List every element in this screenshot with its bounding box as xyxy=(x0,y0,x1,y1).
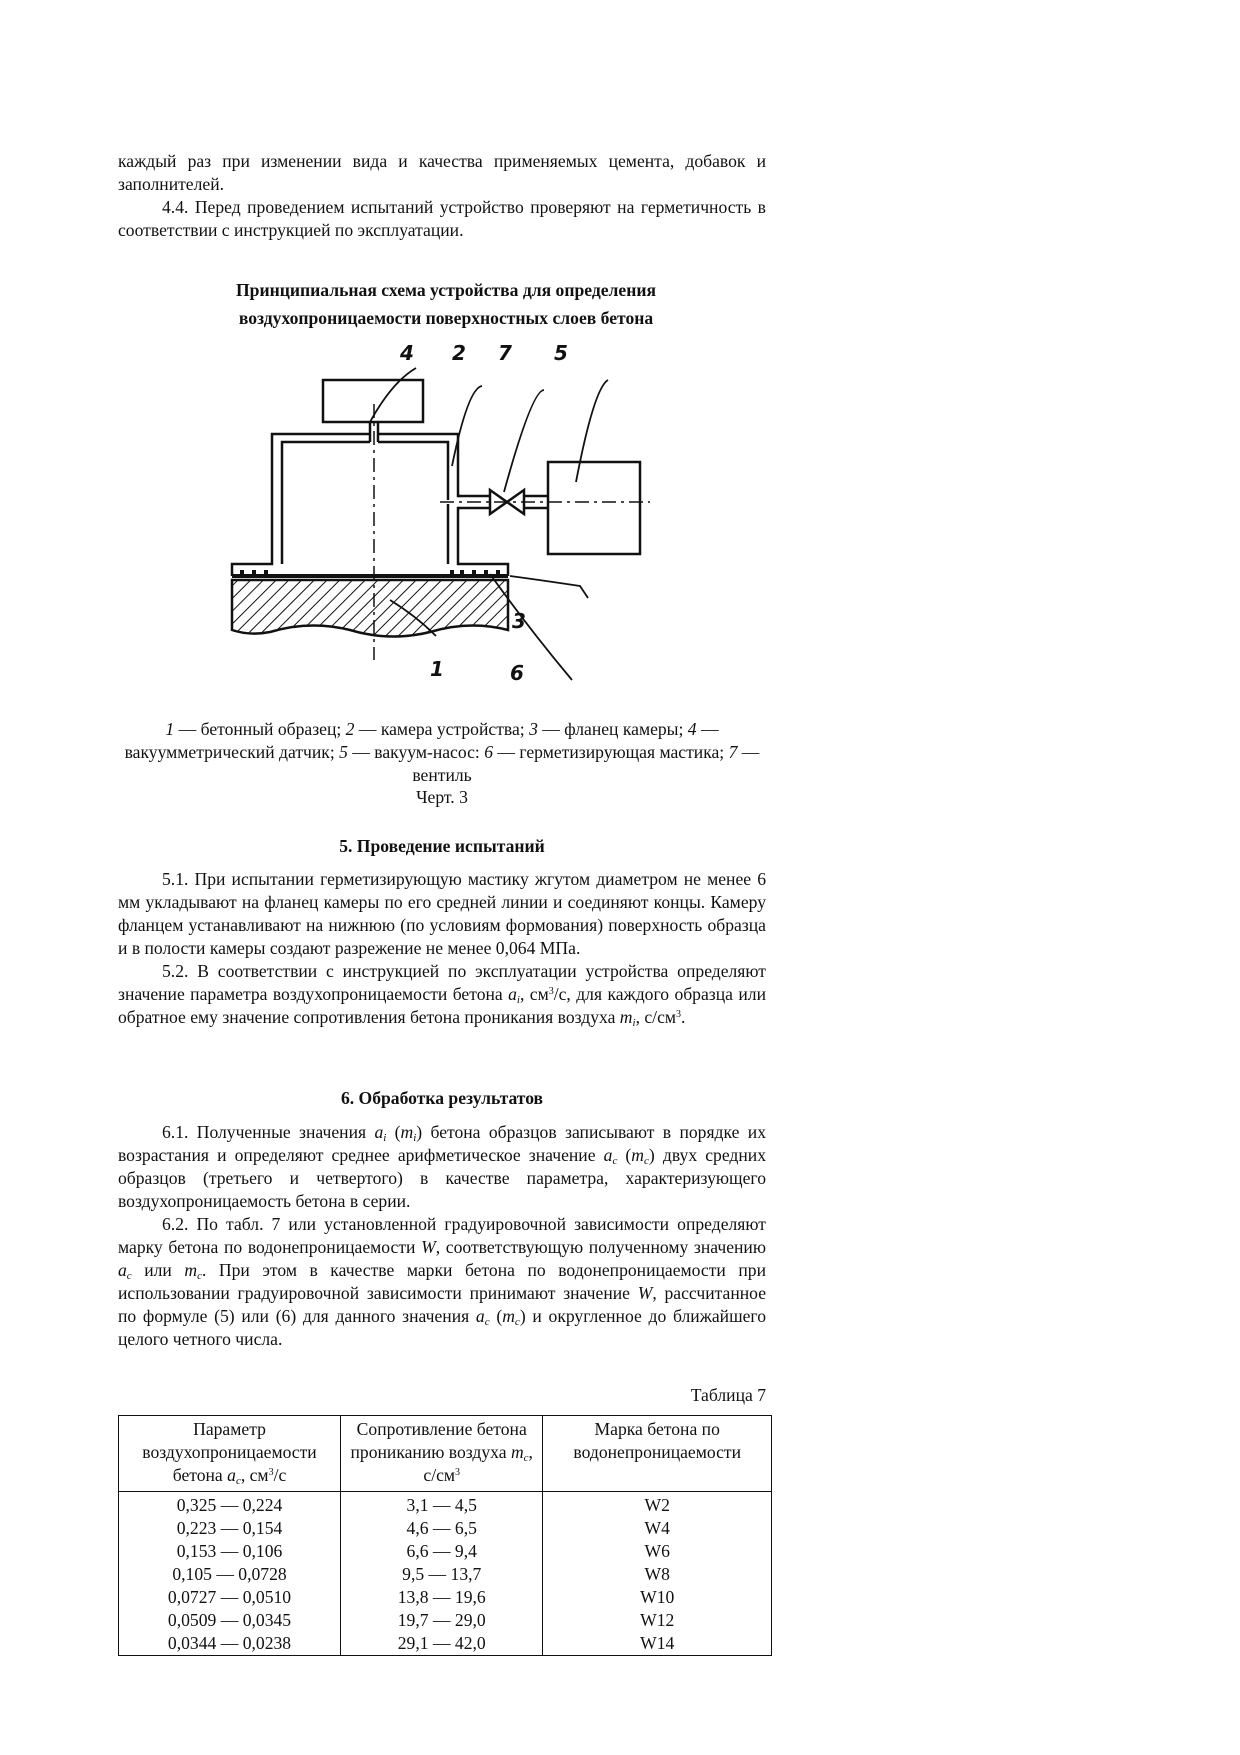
label-7: 7 xyxy=(498,341,512,365)
legend-num-4: 4 xyxy=(687,719,697,739)
superscript-3: 3 xyxy=(268,1467,274,1478)
symbol-m: m xyxy=(510,1442,524,1462)
p62-text-b: , соответствующую полученному значению xyxy=(435,1237,766,1257)
cell-permeability: 0,0344 — 0,0238 xyxy=(119,1632,341,1656)
p61-text-e: ) двух средних образцов (третьего и четвертого) в качестве параметра, характеризующего воздухопроницаемость бетона в серии. xyxy=(118,1145,766,1211)
p61-text-b: ( xyxy=(386,1122,401,1142)
label-5: 5 xyxy=(554,341,568,365)
subscript-i: i xyxy=(413,1132,417,1144)
subscript-c: c xyxy=(644,1155,649,1167)
header-1-text-c: /с xyxy=(273,1465,287,1485)
table-row xyxy=(119,1540,772,1563)
cell-grade: W2 xyxy=(543,1492,772,1518)
subscript-i: i xyxy=(516,994,520,1006)
section-5-body xyxy=(118,868,766,1029)
legend-num-6: 6 xyxy=(484,742,493,762)
paragraph-5-1: 5.1. При испытании герметизирующую мастику жгутом диаметром не менее 6 мм укладывают на фланец камеры по его средней линии и соединяют концы. Камеру фланцем устанавливают на нижнюю (по условиям формования) поверхность образца и в полости камеры создают разрежение не менее 0,064 МПа. xyxy=(118,869,766,958)
header-1-text-b: , см xyxy=(240,1465,269,1485)
cell-resistance: 4,6 — 6,5 xyxy=(341,1517,543,1540)
legend-text-7: — вентиль xyxy=(412,742,760,785)
cell-grade: W14 xyxy=(543,1632,772,1656)
label-4: 4 xyxy=(400,341,414,365)
p62-text-c: или xyxy=(131,1260,185,1280)
cell-grade: W4 xyxy=(543,1517,772,1540)
legend-num-1: 1 xyxy=(165,719,175,739)
label-6: 6 xyxy=(510,661,524,685)
subscript-c: c xyxy=(514,1316,520,1328)
intro-text xyxy=(118,150,766,242)
symbol-a: a xyxy=(508,984,517,1004)
cell-resistance: 3,1 — 4,5 xyxy=(341,1492,543,1518)
figure-number: Черт. 3 xyxy=(416,787,468,807)
figure-title-line-2: воздухопроницаемости поверхностных слоев бетона xyxy=(238,308,654,328)
figure-title-line-1: Принципиальная схема устройства для определения xyxy=(235,280,657,300)
section-5-heading: 5. Проведение испытаний xyxy=(339,836,545,856)
label-2: 2 xyxy=(452,341,466,365)
subscript-i: i xyxy=(383,1132,387,1144)
symbol-m: m xyxy=(502,1306,515,1326)
subscript-c: c xyxy=(523,1452,529,1464)
p61-text-d: ( xyxy=(617,1145,632,1165)
table-7 xyxy=(118,1415,772,1656)
cell-resistance: 6,6 — 9,4 xyxy=(341,1540,543,1563)
superscript-3: 3 xyxy=(676,1009,682,1020)
symbol-m: m xyxy=(631,1145,645,1165)
table-row xyxy=(119,1517,772,1540)
subscript-i: i xyxy=(632,1017,636,1029)
header-1-text-a: Параметр воздухопроницаемости бетона xyxy=(142,1419,317,1485)
p61-text-a: 6.1. Полученные значения xyxy=(162,1122,375,1142)
figure-title xyxy=(160,276,732,332)
figure-legend xyxy=(118,718,766,787)
paragraph-5-2 xyxy=(118,960,766,1029)
p62-text-g: ) и округленное до ближайшего целого четного числа. xyxy=(118,1306,767,1349)
table-row xyxy=(119,1632,772,1656)
cell-permeability: 0,0509 — 0,0345 xyxy=(119,1609,341,1632)
symbol-a: a xyxy=(603,1145,613,1165)
p61-text-c: ) бетона образцов записывают в порядке их возрастания и определяют среднее арифметическое значение xyxy=(118,1122,766,1165)
legend-text-3: — фланец камеры; xyxy=(537,719,688,739)
table-label: Таблица 7 xyxy=(690,1385,766,1405)
cell-grade: W10 xyxy=(543,1586,772,1609)
vacuum-pump-box xyxy=(548,462,640,554)
cell-resistance: 9,5 — 13,7 xyxy=(341,1563,543,1586)
cell-grade: W6 xyxy=(543,1540,772,1563)
legend-text-2: — камера устройства; xyxy=(354,719,530,739)
cell-resistance: 19,7 — 29,0 xyxy=(341,1609,543,1632)
p52-text-e: . xyxy=(681,1007,686,1027)
device-schematic xyxy=(220,330,690,700)
cell-resistance: 29,1 — 42,0 xyxy=(341,1632,543,1656)
symbol-a: a xyxy=(118,1260,127,1280)
cell-permeability: 0,0727 — 0,0510 xyxy=(119,1586,341,1609)
superscript-3: 3 xyxy=(548,986,554,997)
label-1: 1 xyxy=(430,657,444,681)
intro-paragraph: каждый раз при изменении вида и качества применяемых цемента, добавок и заполнителей. xyxy=(118,151,766,194)
subscript-c: c xyxy=(235,1475,241,1487)
legend-num-2: 2 xyxy=(345,719,355,739)
header-air-resistance xyxy=(341,1416,543,1492)
subscript-c: c xyxy=(612,1155,618,1167)
header-water-grade: Марка бетона по водонепроницаемости xyxy=(543,1416,772,1492)
symbol-m: m xyxy=(400,1122,414,1142)
section-6-body xyxy=(118,1121,766,1351)
legend-num-5: 5 xyxy=(339,742,348,762)
p62-text-e: , рассчитанное по формуле (5) или (6) для данного значения xyxy=(118,1283,766,1326)
cell-grade: W12 xyxy=(543,1609,772,1632)
p52-text-d: , с/см xyxy=(635,1007,677,1027)
legend-num-3: 3 xyxy=(529,719,538,739)
concrete-sample xyxy=(232,580,508,637)
paragraph-6-2 xyxy=(118,1213,766,1351)
symbol-m: m xyxy=(184,1260,198,1280)
cell-resistance: 13,8 — 19,6 xyxy=(341,1586,543,1609)
legend-num-7: 7 xyxy=(728,742,738,762)
header-2-text-a: Сопротивление бетона прониканию воздуха xyxy=(350,1419,527,1462)
legend-text-5: — вакуум-насос: xyxy=(347,742,485,762)
paragraph-6-1 xyxy=(118,1121,766,1213)
symbol-a: a xyxy=(227,1465,236,1485)
legend-text-1: — бетонный образец; xyxy=(174,719,346,739)
p52-text-a: 5.2. В соответствии с инструкцией по эксплуатации устройства определяют значение параметра воздухопроницаемости бетона xyxy=(118,961,766,1004)
cell-permeability: 0,325 — 0,224 xyxy=(119,1492,341,1518)
p52-text-b: , см xyxy=(519,984,549,1004)
table-header-row xyxy=(119,1416,772,1492)
cell-permeability: 0,223 — 0,154 xyxy=(119,1517,341,1540)
paragraph-4-4: 4.4. Перед проведением испытаний устройство проверяют на герметичность в соответствии с инструкцией по эксплуатации. xyxy=(118,197,766,240)
legend-text-4: — вакуумметрический датчик; xyxy=(124,719,719,762)
table-row xyxy=(119,1586,772,1609)
symbol-W: W xyxy=(421,1237,436,1257)
subscript-c: c xyxy=(197,1270,202,1282)
header-2-text-b: , с/см xyxy=(423,1442,533,1485)
subscript-c: c xyxy=(484,1316,490,1328)
table-row xyxy=(119,1492,772,1518)
header-air-permeability xyxy=(119,1416,341,1492)
cell-grade: W8 xyxy=(543,1563,772,1586)
table-row xyxy=(119,1563,772,1586)
symbol-a: a xyxy=(374,1122,384,1142)
p52-text-c: /с, для каждого образца или обратное ему значение сопротивления бетона проникания воздуха xyxy=(118,984,766,1027)
symbol-a: a xyxy=(475,1306,485,1326)
symbol-W: W xyxy=(637,1283,653,1303)
cell-permeability: 0,105 — 0,0728 xyxy=(119,1563,341,1586)
superscript-3: 3 xyxy=(455,1467,461,1478)
p62-text-f: ( xyxy=(489,1306,503,1326)
table-row xyxy=(119,1609,772,1632)
symbol-m: m xyxy=(619,1007,633,1027)
subscript-c: c xyxy=(126,1270,132,1282)
legend-text-6: — герметизирующая мастика; xyxy=(493,742,729,762)
p62-text-a: 6.2. По табл. 7 или установленной градуировочной зависимости определяют марку бетона по водонепроницаемости xyxy=(118,1214,766,1257)
section-6-heading: 6. Обработка результатов xyxy=(340,1088,544,1108)
cell-permeability: 0,153 — 0,106 xyxy=(119,1540,341,1563)
label-3: 3 xyxy=(512,609,526,633)
p62-text-d: . При этом в качестве марки бетона по водонепроницаемости при использовании градуировочной зависимости принимают значение xyxy=(118,1260,766,1303)
